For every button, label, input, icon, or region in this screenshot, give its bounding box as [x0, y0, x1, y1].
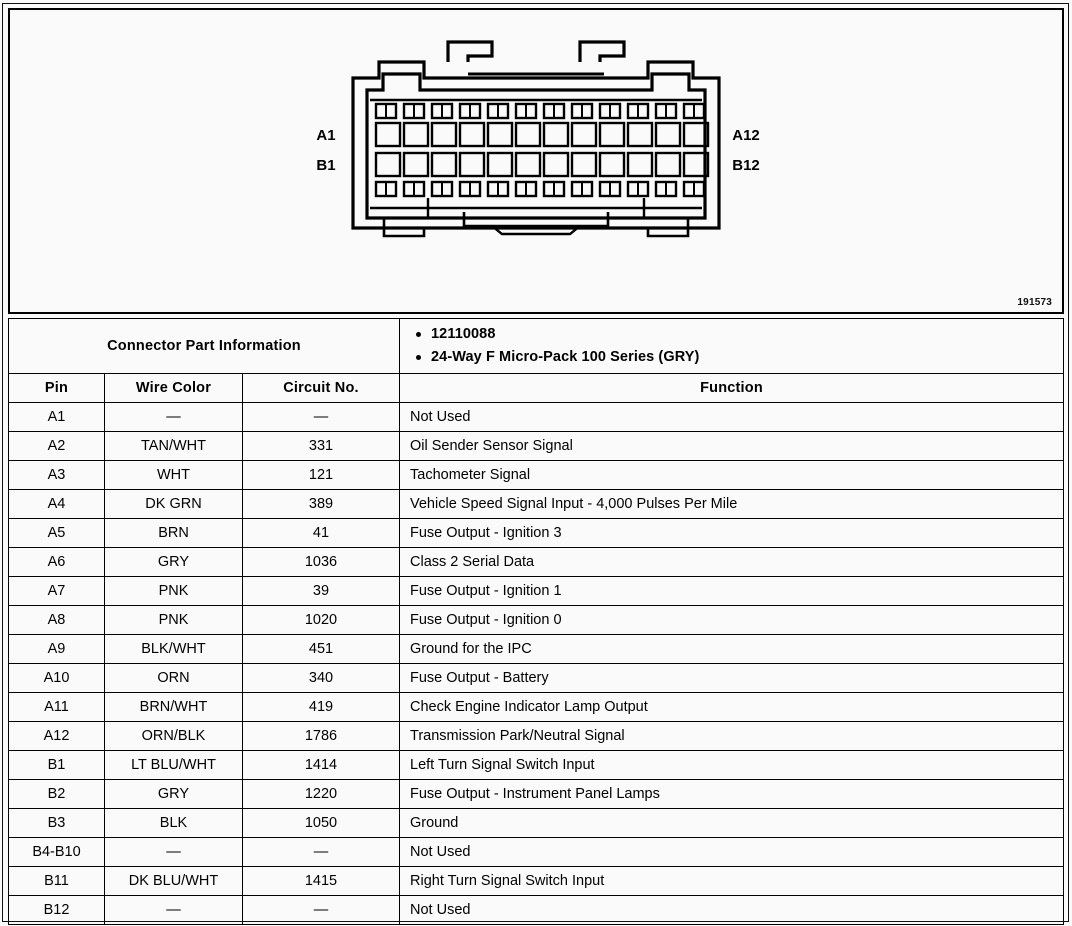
table-row — [9, 548, 1064, 577]
cell-pin: A11 — [9, 693, 105, 722]
cell-function: Check Engine Indicator Lamp Output — [400, 693, 1064, 722]
cell-function: Not Used — [400, 838, 1064, 867]
cell-pin: A7 — [9, 577, 105, 606]
cell-function: Vehicle Speed Signal Input - 4,000 Pulses Per Mile — [400, 490, 1064, 519]
cell-wire-color: BLK/WHT — [105, 635, 243, 664]
label-b12: B12 — [732, 157, 760, 174]
cell-pin: A5 — [9, 519, 105, 548]
connector-face-svg — [296, 22, 776, 272]
cell-circuit-no: 1050 — [243, 809, 400, 838]
cell-wire-color: PNK — [105, 577, 243, 606]
cell-function: Fuse Output - Battery — [400, 664, 1064, 693]
table-row — [9, 751, 1064, 780]
connector-illustration-panel — [8, 8, 1064, 314]
cell-circuit-no: 331 — [243, 432, 400, 461]
cell-circuit-no: 340 — [243, 664, 400, 693]
table-row — [9, 693, 1064, 722]
cell-function: Right Turn Signal Switch Input — [400, 867, 1064, 896]
part-number-item: 12110088 — [414, 323, 1063, 346]
cell-wire-color: BRN/WHT — [105, 693, 243, 722]
table-row — [9, 809, 1064, 838]
column-header-function: Function — [400, 374, 1064, 403]
table-row — [9, 577, 1064, 606]
column-header-wire-color: Wire Color — [105, 374, 243, 403]
cell-circuit-no: 41 — [243, 519, 400, 548]
table-header-row — [9, 374, 1064, 403]
cell-function: Fuse Output - Ignition 1 — [400, 577, 1064, 606]
cell-pin: A12 — [9, 722, 105, 751]
cell-pin: A9 — [9, 635, 105, 664]
connector-pinout-table — [8, 318, 1064, 925]
cell-wire-color: DK GRN — [105, 490, 243, 519]
cell-wire-color: BLK — [105, 809, 243, 838]
cell-wire-color: TAN/WHT — [105, 432, 243, 461]
cell-circuit-no: 1036 — [243, 548, 400, 577]
label-a12: A12 — [732, 127, 760, 144]
table-row — [9, 867, 1064, 896]
column-header-circuit-no: Circuit No. — [243, 374, 400, 403]
cell-function: Not Used — [400, 403, 1064, 432]
table-row — [9, 403, 1064, 432]
cell-circuit-no: 1414 — [243, 751, 400, 780]
cell-wire-color: BRN — [105, 519, 243, 548]
table-row — [9, 664, 1064, 693]
table-row — [9, 432, 1064, 461]
cell-function: Not Used — [400, 896, 1064, 925]
cell-pin: B1 — [9, 751, 105, 780]
cavity-grid — [376, 104, 708, 196]
cell-circuit-no: — — [243, 896, 400, 925]
label-b1: B1 — [316, 157, 336, 174]
cell-pin: B3 — [9, 809, 105, 838]
connector-part-information-title: Connector Part Information — [9, 319, 400, 374]
table-row — [9, 780, 1064, 809]
cell-function: Oil Sender Sensor Signal — [400, 432, 1064, 461]
cell-function: Tachometer Signal — [400, 461, 1064, 490]
cell-circuit-no: 451 — [243, 635, 400, 664]
cell-pin: A6 — [9, 548, 105, 577]
cell-wire-color: PNK — [105, 606, 243, 635]
cell-circuit-no: 121 — [243, 461, 400, 490]
cell-circuit-no: — — [243, 403, 400, 432]
cell-wire-color: WHT — [105, 461, 243, 490]
table-row — [9, 635, 1064, 664]
table-row — [9, 722, 1064, 751]
cell-wire-color: — — [105, 403, 243, 432]
cell-pin: A8 — [9, 606, 105, 635]
table-row — [9, 838, 1064, 867]
cell-pin: A2 — [9, 432, 105, 461]
table-row — [9, 606, 1064, 635]
cell-function: Left Turn Signal Switch Input — [400, 751, 1064, 780]
cell-pin: A1 — [9, 403, 105, 432]
table-row — [9, 896, 1064, 925]
cell-function: Ground — [400, 809, 1064, 838]
cell-pin: A3 — [9, 461, 105, 490]
cell-circuit-no: 389 — [243, 490, 400, 519]
cell-wire-color: ORN — [105, 664, 243, 693]
cell-wire-color: — — [105, 838, 243, 867]
cell-circuit-no: 1020 — [243, 606, 400, 635]
connector-drawing — [10, 22, 1062, 292]
cell-pin: B11 — [9, 867, 105, 896]
column-header-pin: Pin — [9, 374, 105, 403]
part-number-list — [414, 323, 1063, 369]
cell-wire-color: — — [105, 896, 243, 925]
cell-circuit-no: 1786 — [243, 722, 400, 751]
cell-circuit-no: 39 — [243, 577, 400, 606]
cell-wire-color: DK BLU/WHT — [105, 867, 243, 896]
cell-pin: B4-B10 — [9, 838, 105, 867]
cell-function: Ground for the IPC — [400, 635, 1064, 664]
cell-pin: A4 — [9, 490, 105, 519]
cell-circuit-no: 1415 — [243, 867, 400, 896]
cell-wire-color: LT BLU/WHT — [105, 751, 243, 780]
table-row — [9, 461, 1064, 490]
cell-circuit-no: 1220 — [243, 780, 400, 809]
cell-circuit-no: 419 — [243, 693, 400, 722]
figure-reference-number: 191573 — [1017, 297, 1052, 308]
connector-part-information-row — [9, 319, 1064, 374]
cell-function: Fuse Output - Instrument Panel Lamps — [400, 780, 1064, 809]
cell-function: Class 2 Serial Data — [400, 548, 1064, 577]
part-number-item: 24-Way F Micro-Pack 100 Series (GRY) — [414, 346, 1063, 369]
cell-wire-color: GRY — [105, 548, 243, 577]
table-row — [9, 490, 1064, 519]
cell-function: Fuse Output - Ignition 0 — [400, 606, 1064, 635]
table-row — [9, 519, 1064, 548]
cell-pin: B2 — [9, 780, 105, 809]
cell-circuit-no: — — [243, 838, 400, 867]
cell-pin: A10 — [9, 664, 105, 693]
label-a1: A1 — [316, 127, 336, 144]
cell-pin: B12 — [9, 896, 105, 925]
cell-wire-color: GRY — [105, 780, 243, 809]
cell-function: Fuse Output - Ignition 3 — [400, 519, 1064, 548]
connector-part-numbers-cell — [400, 319, 1064, 374]
cell-function: Transmission Park/Neutral Signal — [400, 722, 1064, 751]
cell-wire-color: ORN/BLK — [105, 722, 243, 751]
